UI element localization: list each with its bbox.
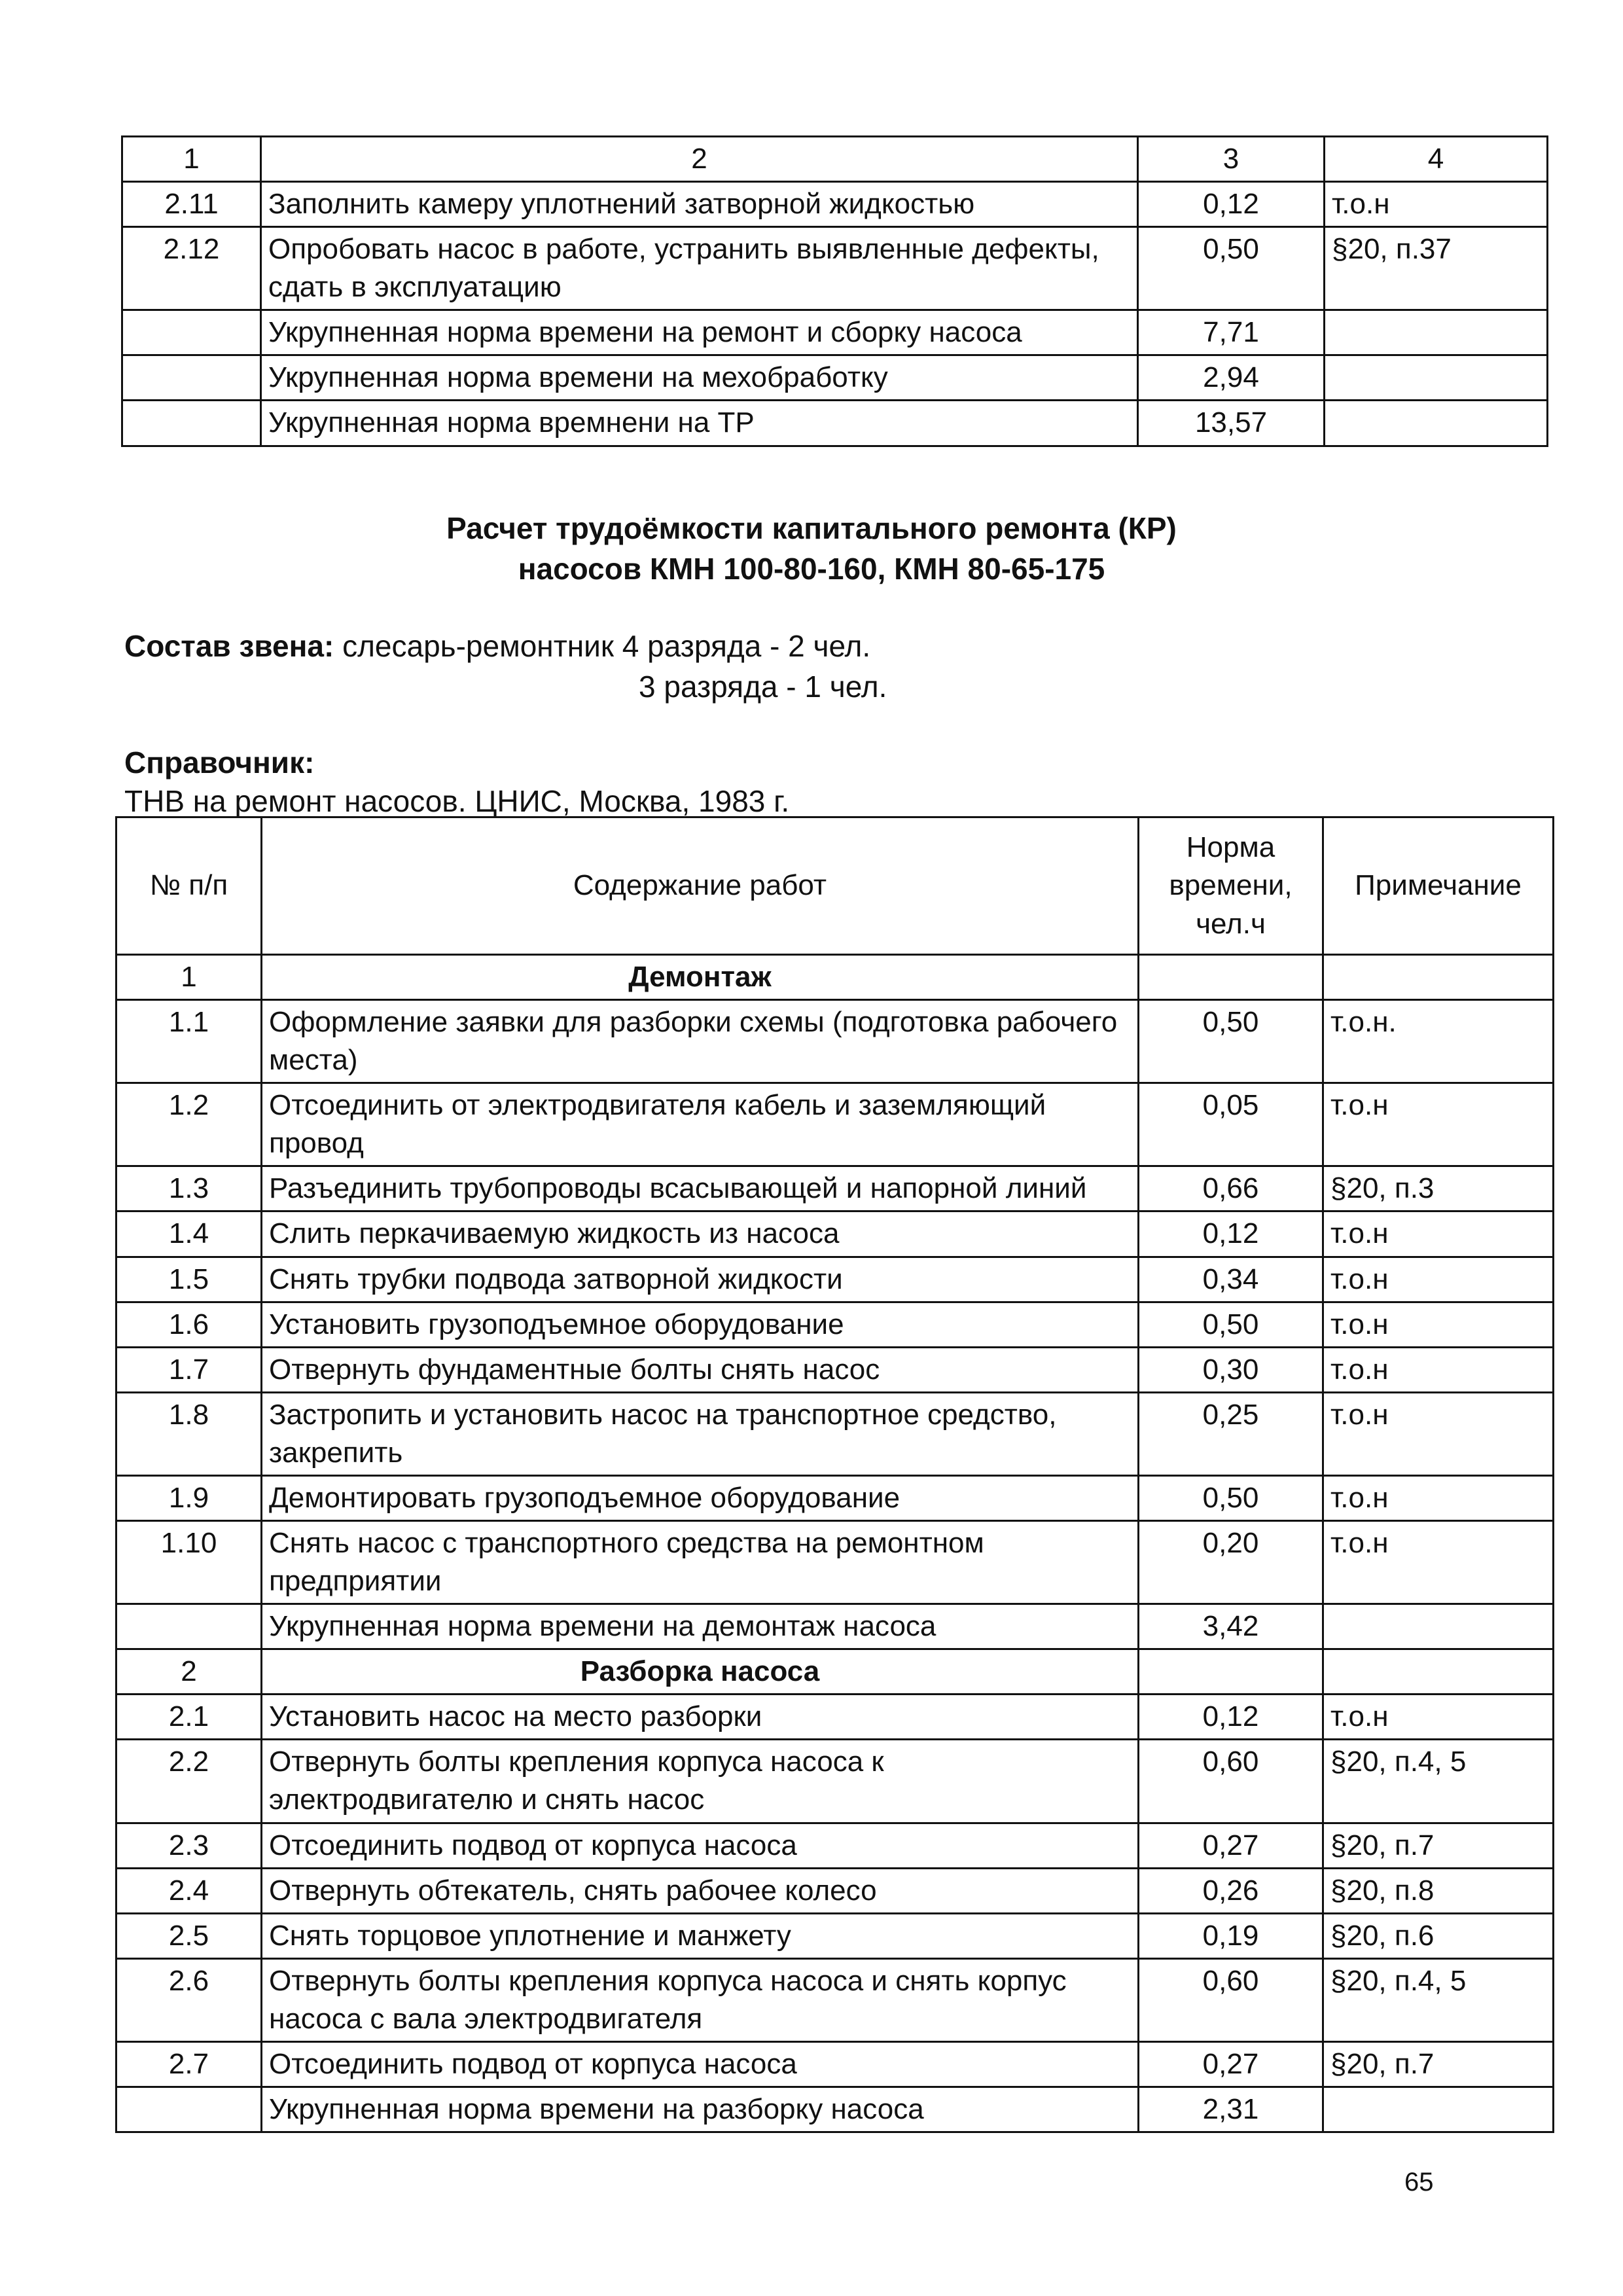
col-norm-header: 3 xyxy=(1138,137,1325,182)
row-work-content: Демонтаж xyxy=(262,955,1139,1000)
col-work-header: 2 xyxy=(261,137,1138,182)
row-time-norm: 0,05 xyxy=(1139,1083,1323,1166)
row-work-content: Укрупненная норма времени на мехобработку xyxy=(261,355,1138,401)
row-time-norm: 0,30 xyxy=(1139,1347,1323,1392)
row-work-content: Укрупненная норма времени на разборку насоса xyxy=(262,2087,1139,2132)
row-note: т.о.н xyxy=(1323,1083,1554,1166)
row-note: §20, п.3 xyxy=(1323,1166,1554,1211)
row-time-norm: 0,50 xyxy=(1139,1000,1323,1083)
table-row xyxy=(116,2041,1554,2087)
row-time-norm: 7,71 xyxy=(1138,310,1325,355)
labor-intensity-table-body xyxy=(116,817,1554,2132)
row-number: 2 xyxy=(116,1649,262,1695)
row-time-norm: 0,19 xyxy=(1139,1913,1323,1958)
table-header-row xyxy=(116,817,1554,955)
row-note: §20, п.7 xyxy=(1323,1823,1554,1868)
row-work-content: Снять трубки подвода затворной жидкости xyxy=(262,1257,1139,1302)
col-note-header: 4 xyxy=(1325,137,1548,182)
table-row xyxy=(116,1913,1554,1958)
reference-text: ТНВ на ремонт насосов. ЦНИС, Москва, 1983 г. xyxy=(124,784,790,818)
row-note: т.о.н xyxy=(1323,1302,1554,1347)
row-time-norm xyxy=(1139,1649,1323,1695)
header-note: Примечание xyxy=(1323,817,1554,955)
row-number: 1.4 xyxy=(116,1211,262,1257)
row-work-content: Установить грузоподъемное оборудование xyxy=(262,1302,1139,1347)
table-row xyxy=(116,1083,1554,1166)
row-time-norm: 0,25 xyxy=(1139,1392,1323,1475)
row-number: 2.12 xyxy=(122,227,261,310)
row-number: 1.2 xyxy=(116,1083,262,1166)
row-number: 2.1 xyxy=(116,1695,262,1740)
row-note xyxy=(1323,2087,1554,2132)
row-note: т.о.н xyxy=(1325,182,1548,227)
row-note: §20, п.4, 5 xyxy=(1323,1740,1554,1823)
row-time-norm: 0,34 xyxy=(1139,1257,1323,1302)
reference-label: Справочник: xyxy=(124,745,315,780)
row-note: §20, п.37 xyxy=(1325,227,1548,310)
table-row xyxy=(116,1958,1554,2041)
row-number xyxy=(122,310,261,355)
table-row xyxy=(122,227,1548,310)
table-row xyxy=(116,1211,1554,1257)
row-work-content: Снять торцовое уплотнение и манжету xyxy=(262,1913,1139,1958)
row-work-content: Отвернуть болты крепления корпуса насоса и снять корпус насоса с вала электродвигателя xyxy=(262,1958,1139,2041)
section-row xyxy=(116,955,1554,1000)
row-number: 1.10 xyxy=(116,1521,262,1604)
row-work-content: Укрупненная норма времени на демонтаж насоса xyxy=(262,1604,1139,1649)
page-title-line-1: Расчет трудоёмкости капитального ремонта (КР) xyxy=(446,511,1177,545)
labor-intensity-table xyxy=(115,816,1554,2133)
table-row xyxy=(116,1868,1554,1913)
row-time-norm: 0,20 xyxy=(1139,1521,1323,1604)
row-number: 1.7 xyxy=(116,1347,262,1392)
header-number: № п/п xyxy=(116,817,262,955)
row-work-content: Опробовать насос в работе, устранить выявленные дефекты, сдать в эксплуатацию xyxy=(261,227,1138,310)
row-time-norm: 0,27 xyxy=(1139,1823,1323,1868)
row-work-content: Разъединить трубопроводы всасывающей и напорной линий xyxy=(262,1166,1139,1211)
table-row xyxy=(122,401,1548,446)
row-time-norm: 0,60 xyxy=(1139,1740,1323,1823)
row-time-norm: 3,42 xyxy=(1139,1604,1323,1649)
row-number: 2.7 xyxy=(116,2041,262,2087)
row-time-norm: 0,60 xyxy=(1139,1958,1323,2041)
row-number xyxy=(116,1604,262,1649)
row-note xyxy=(1325,355,1548,401)
row-note xyxy=(1323,955,1554,1000)
row-work-content: Установить насос на место разборки xyxy=(262,1695,1139,1740)
row-number: 1.6 xyxy=(116,1302,262,1347)
row-work-content: Укрупненная норма времнени на ТР xyxy=(261,401,1138,446)
row-time-norm: 0,50 xyxy=(1138,227,1325,310)
row-work-content: Отвернуть болты крепления корпуса насоса к электродвигателю и снять насос xyxy=(262,1740,1139,1823)
table-row xyxy=(122,310,1548,355)
table-row xyxy=(116,1000,1554,1083)
row-note: §20, п.7 xyxy=(1323,2041,1554,2087)
row-note: §20, п.8 xyxy=(1323,1868,1554,1913)
row-note: т.о.н xyxy=(1323,1392,1554,1475)
table-row xyxy=(116,1740,1554,1823)
row-time-norm: 2,31 xyxy=(1139,2087,1323,2132)
page-number: 65 xyxy=(1404,2168,1434,2197)
row-note: т.о.н. xyxy=(1323,1000,1554,1083)
table-row xyxy=(116,1347,1554,1392)
header-time-norm: Норма времени, чел.ч xyxy=(1139,817,1323,955)
row-number: 2.6 xyxy=(116,1958,262,2041)
row-work-content: Заполнить камеру уплотнений затворной жидкостью xyxy=(261,182,1138,227)
row-number: 2.3 xyxy=(116,1823,262,1868)
row-number: 1.9 xyxy=(116,1475,262,1520)
table-row xyxy=(122,355,1548,401)
row-work-content: Отвернуть обтекатель, снять рабочее колесо xyxy=(262,1868,1139,1913)
table-row xyxy=(116,2087,1554,2132)
table-row xyxy=(116,1302,1554,1347)
row-time-norm: 0,66 xyxy=(1139,1166,1323,1211)
row-number: 1.5 xyxy=(116,1257,262,1302)
row-time-norm: 0,12 xyxy=(1138,182,1325,227)
col-number-header: 1 xyxy=(122,137,261,182)
row-number: 2.2 xyxy=(116,1740,262,1823)
row-note: §20, п.4, 5 xyxy=(1323,1958,1554,2041)
header-work-content: Содержание работ xyxy=(262,817,1139,955)
row-work-content: Оформление заявки для разборки схемы (подготовка рабочего места) xyxy=(262,1000,1139,1083)
continuation-table-body xyxy=(122,137,1548,446)
row-time-norm: 0,27 xyxy=(1139,2041,1323,2087)
section-row xyxy=(116,1649,1554,1695)
table-row xyxy=(116,1521,1554,1604)
row-number: 1.1 xyxy=(116,1000,262,1083)
row-time-norm: 0,50 xyxy=(1139,1475,1323,1520)
crew-composition-1: слесарь-ремонтник 4 разряда - 2 чел. xyxy=(342,629,871,663)
row-time-norm: 0,12 xyxy=(1139,1695,1323,1740)
row-number: 1.3 xyxy=(116,1166,262,1211)
row-note: §20, п.6 xyxy=(1323,1913,1554,1958)
row-time-norm: 0,26 xyxy=(1139,1868,1323,1913)
page-title-line-2: насосов КМН 100-80-160, КМН 80-65-175 xyxy=(518,552,1105,586)
row-work-content: Отвернуть фундаментные болты снять насос xyxy=(262,1347,1139,1392)
row-number: 2.5 xyxy=(116,1913,262,1958)
row-note xyxy=(1323,1604,1554,1649)
row-number: 1.8 xyxy=(116,1392,262,1475)
continuation-header-row xyxy=(122,137,1548,182)
row-note: т.о.н xyxy=(1323,1475,1554,1520)
continuation-table xyxy=(121,135,1548,447)
row-note: т.о.н xyxy=(1323,1257,1554,1302)
row-number: 1 xyxy=(116,955,262,1000)
crew-label: Состав звена: xyxy=(124,629,334,663)
row-number: 2.11 xyxy=(122,182,261,227)
row-note: т.о.н xyxy=(1323,1521,1554,1604)
table-row xyxy=(116,1604,1554,1649)
table-row xyxy=(116,1823,1554,1868)
row-work-content: Слить перкачиваемую жидкость из насоса xyxy=(262,1211,1139,1257)
row-note xyxy=(1323,1649,1554,1695)
table-row xyxy=(116,1166,1554,1211)
row-note xyxy=(1325,310,1548,355)
row-work-content: Отсоединить от электродвигателя кабель и заземляющий провод xyxy=(262,1083,1139,1166)
row-note xyxy=(1325,401,1548,446)
row-number xyxy=(122,401,261,446)
row-work-content: Отсоединить подвод от корпуса насоса xyxy=(262,2041,1139,2087)
row-time-norm: 0,50 xyxy=(1139,1302,1323,1347)
row-time-norm: 2,94 xyxy=(1138,355,1325,401)
row-work-content: Укрупненная норма времени на ремонт и сборку насоса xyxy=(261,310,1138,355)
crew-composition-2: 3 разряда - 1 чел. xyxy=(639,670,887,704)
row-work-content: Разборка насоса xyxy=(262,1649,1139,1695)
row-work-content: Снять насос с транспортного средства на ремонтном предприятии xyxy=(262,1521,1139,1604)
row-time-norm xyxy=(1139,955,1323,1000)
crew-line xyxy=(124,628,870,664)
row-note: т.о.н xyxy=(1323,1347,1554,1392)
row-note: т.о.н xyxy=(1323,1211,1554,1257)
table-row xyxy=(116,1392,1554,1475)
table-row xyxy=(116,1257,1554,1302)
row-number: 2.4 xyxy=(116,1868,262,1913)
row-time-norm: 13,57 xyxy=(1138,401,1325,446)
row-work-content: Демонтировать грузоподъемное оборудование xyxy=(262,1475,1139,1520)
table-row xyxy=(116,1475,1554,1520)
row-work-content: Застропить и установить насос на транспортное средство, закрепить xyxy=(262,1392,1139,1475)
table-row xyxy=(116,1695,1554,1740)
row-number xyxy=(116,2087,262,2132)
table-row xyxy=(122,182,1548,227)
row-time-norm: 0,12 xyxy=(1139,1211,1323,1257)
row-note: т.о.н xyxy=(1323,1695,1554,1740)
row-work-content: Отсоединить подвод от корпуса насоса xyxy=(262,1823,1139,1868)
row-number xyxy=(122,355,261,401)
